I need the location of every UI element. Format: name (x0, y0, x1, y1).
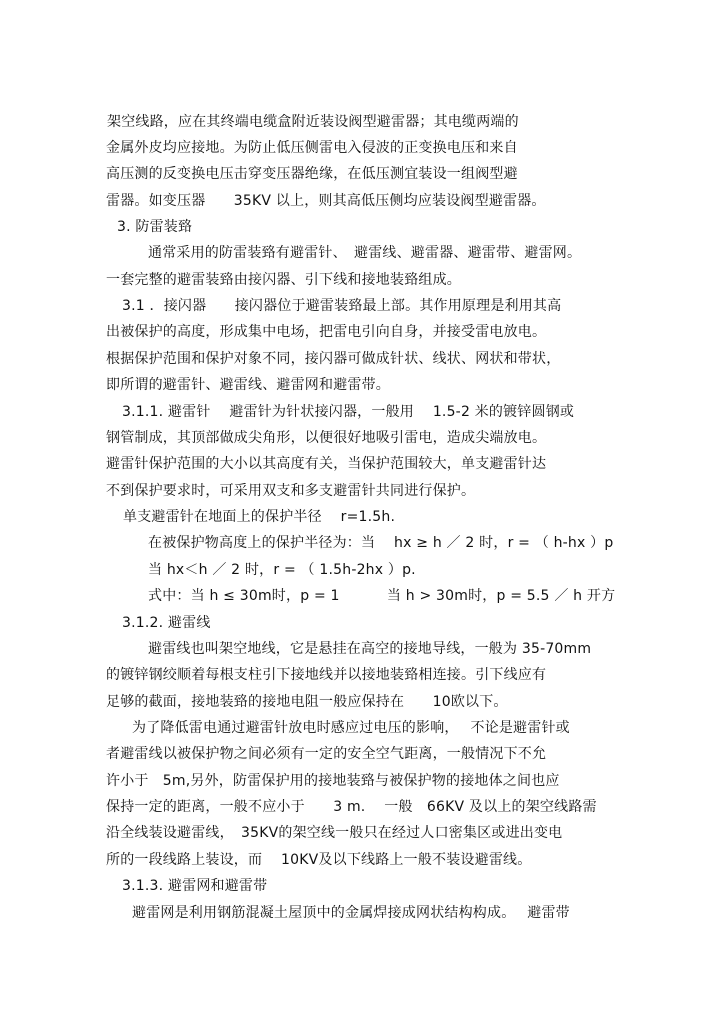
text-line: 避雷针保护范围的大小以其高度有关，当保护范围较大，单支避雷针达 (106, 456, 547, 472)
text-line: 雷器。如变压器 35KV 以上，则其高低压侧均应装设阀型避雷器。 (106, 193, 546, 209)
text-line: 的镀锌钢绞顺着每根支柱引下接地线并以接地装臵相连接。引下线应有 (106, 667, 547, 683)
text-line: 金属外皮均应接地。为防止低压侧雷电入侵波的正变换电压和来自 (106, 140, 518, 156)
text-line: 3.1.1. 避雷针 避雷针为针状接闪器，一般用 1.5-2 米的镀锌圆钢或 (122, 404, 575, 420)
text-line: 高压测的反变换电压击穿变压器绝缘，在低压测宜装设一组阀型避 (106, 166, 518, 182)
text-line: 架空线路，应在其终端电缆盒附近装设阀型避雷器；其电缆两端的 (107, 114, 519, 130)
text-line: 避雷网是利用钢筋混凝土屋顶中的金属焊接成网状结构构成。 避雷带 (132, 905, 570, 921)
text-line: 不到保护要求时，可采用双支和多支避雷针共同进行保护。 (106, 483, 476, 499)
formula-line: 在被保护物高度上的保护半径为：当 hx ≥ h ／ 2 时，r = （ h-hx ）p (148, 535, 614, 551)
text-line: 许小于 5m,另外，防雷保护用的接地装臵与被保护物的接地体之间也应 (106, 773, 560, 789)
text-line: 3.1 ．接闪器 接闪器位于避雷装臵最上部。其作用原理是利用其高 (122, 298, 562, 314)
text-line: 即所谓的避雷针、避雷线、避雷网和避雷带。 (106, 377, 390, 393)
text-line: 通常采用的防雷装臵有避雷针、 避雷线、避雷器、避雷带、避雷网。 (148, 245, 582, 261)
text-line: 钢管制成，其顶部做成尖角形，以便很好地吸引雷电，造成尖端放电。 (106, 430, 547, 446)
text-line: 沿全线装设避雷线， 35KV的架空线一般只在经过人口密集区或进出变电 (106, 825, 563, 841)
text-line: 足够的截面，接地装臵的接地电阻一般应保持在 10欧以下。 (106, 694, 508, 710)
text-line: 根据保护范围和保护对象不同，接闪器可做成针状、线状、网状和带状， (106, 351, 561, 367)
section-heading: 3. 防雷装臵 (117, 219, 193, 235)
section-heading: 3.1.2. 避雷线 (122, 615, 211, 631)
section-heading: 3.1.3. 避雷网和避雷带 (122, 878, 268, 894)
formula-line: 当 hx＜h ／ 2 时，r = （ 1.5h-2hx ）p. (148, 562, 416, 578)
text-line: 保持一定的距离，一般不应小于 3 m. 一般 66KV 及以上的架空线路需 (106, 799, 597, 815)
text-line: 避雷线也叫架空地线，它是悬挂在高空的接地导线，一般为 35-70mm (148, 641, 592, 657)
text-line: 出被保护的高度，形成集中电场，把雷电引向自身，并接受雷电放电。 (106, 324, 547, 340)
text-line: 者避雷线以被保护物之间必须有一定的安全空气距离，一般情况下不允 (106, 746, 547, 762)
text-line: 一套完整的避雷装臵由接闪器、引下线和接地装臵组成。 (106, 272, 461, 288)
text-line: 为了降低雷电通过避雷针放电时感应过电压的影响， 不论是避雷针或 (132, 720, 570, 736)
formula-line: 式中：当 h ≤ 30m时，p = 1 当 h > 30m时，p = 5.5 ／ h 开方 (148, 588, 616, 604)
text-line: 单支避雷针在地面上的保护半径 r=1.5h. (123, 509, 396, 525)
text-line: 所的一段线路上装设，而 10KV及以下线路上一般不装设避雷线。 (106, 852, 532, 868)
